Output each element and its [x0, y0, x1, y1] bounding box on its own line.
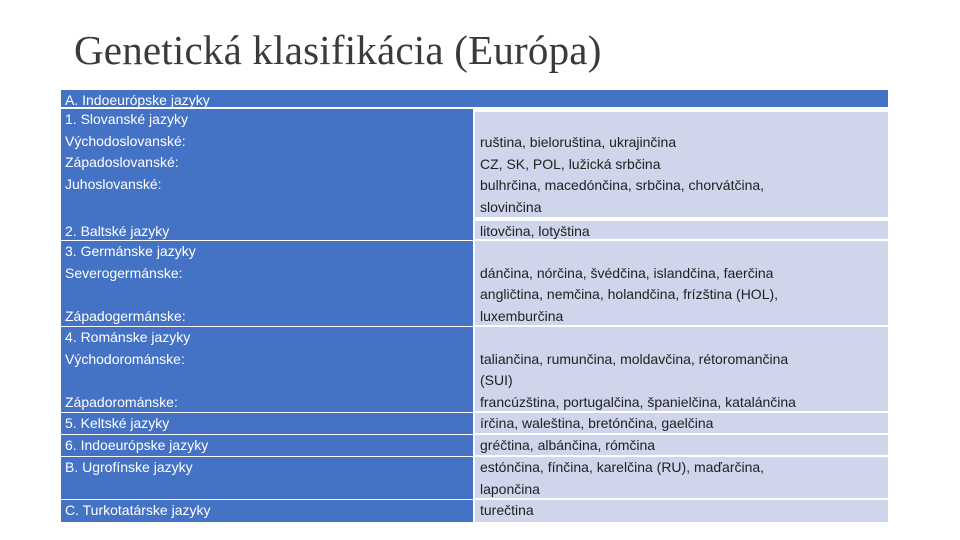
- cell-line: [65, 284, 473, 306]
- cell-line: dánčina, nórčina, švédčina, islandčina, faerčina: [480, 264, 774, 281]
- cell-line: litovčina, lotyština: [480, 223, 590, 239]
- right-cell-turkic: [475, 500, 888, 522]
- cell-line: Juhoslovanské:: [65, 175, 162, 192]
- cell-line: Východoslovanské:: [65, 132, 186, 149]
- cell-line: C. Turkotatárske jazyky: [65, 502, 211, 518]
- cell-line: 2. Baltské jazyky: [65, 223, 170, 239]
- cell-line: Západoslovanské:: [65, 154, 179, 171]
- cell-line: CZ, SK, POL, lužická srbčina: [480, 155, 661, 172]
- right-cell-celtic: [475, 413, 888, 435]
- cell-line: taliančina, rumunčina, moldavčina, rétoromančina: [480, 350, 789, 367]
- cell-line: írčina, waleština, bretónčina, gaelčina: [480, 415, 714, 431]
- left-cell-celtic: [61, 413, 473, 435]
- cell-line: ruština, bieloruština, ukrajinčina: [480, 134, 677, 150]
- cell-line: B. Ugrofínske jazyky: [65, 459, 193, 475]
- right-cell-romance: [475, 327, 888, 413]
- left-cell-turkic: [61, 500, 473, 522]
- left-cell-indoeuropean: [61, 435, 473, 457]
- left-cell-finno-ugric: [61, 457, 473, 500]
- left-cell-slavic: [61, 109, 473, 227]
- cell-line: lapončina: [480, 480, 540, 497]
- cell-line: Západorománske:: [65, 393, 178, 410]
- table-header: A. Indoeurópske jazyky: [61, 90, 888, 109]
- left-cell-germanic: [61, 241, 473, 327]
- cell-line: slovinčina: [480, 198, 542, 215]
- slide-title: Genetická klasifikácia (Európa): [74, 27, 602, 73]
- cell-line: [480, 112, 888, 132]
- cell-line: luxemburčina: [480, 307, 564, 324]
- cell-line: 3. Germánske jazyky: [65, 243, 196, 259]
- cell-line: 6. Indoeurópske jazyky: [65, 437, 209, 453]
- cell-line: [65, 370, 473, 392]
- cell-line: Západogermánske:: [65, 307, 186, 324]
- cell-line: 5. Keltské jazyky: [65, 415, 170, 431]
- left-cell-romance: [61, 327, 473, 413]
- right-cell-indoeuropean: [475, 435, 888, 457]
- right-cell-finno-ugric: [475, 457, 888, 500]
- right-cell-baltic: [475, 221, 888, 241]
- cell-line: angličtina, nemčina, holandčina, frízština (HOL),: [480, 286, 779, 303]
- right-cell-slavic: [475, 112, 888, 219]
- cell-line: (SUI): [480, 372, 513, 389]
- cell-line: bulhrčina, macedónčina, srbčina, chorvátčina,: [480, 177, 765, 194]
- cell-line: francúzština, portugalčina, španielčina, katalánčina: [480, 393, 796, 410]
- cell-line: 4. Románske jazyky: [65, 329, 191, 345]
- cell-line: estónčina, fínčina, karelčina (RU), maďarčina,: [480, 459, 765, 475]
- classification-table: [61, 90, 888, 522]
- left-cell-baltic: [61, 221, 473, 241]
- right-cell-germanic: [475, 241, 888, 327]
- cell-line: 1. Slovanské jazyky: [65, 111, 188, 127]
- cell-line: turečtina: [480, 502, 534, 518]
- cell-line: [480, 241, 888, 263]
- cell-line: Východorománske:: [65, 350, 185, 367]
- cell-line: gréčtina, albánčina, rómčina: [480, 437, 656, 453]
- cell-line: [480, 327, 888, 349]
- cell-line: Severogermánske:: [65, 264, 183, 281]
